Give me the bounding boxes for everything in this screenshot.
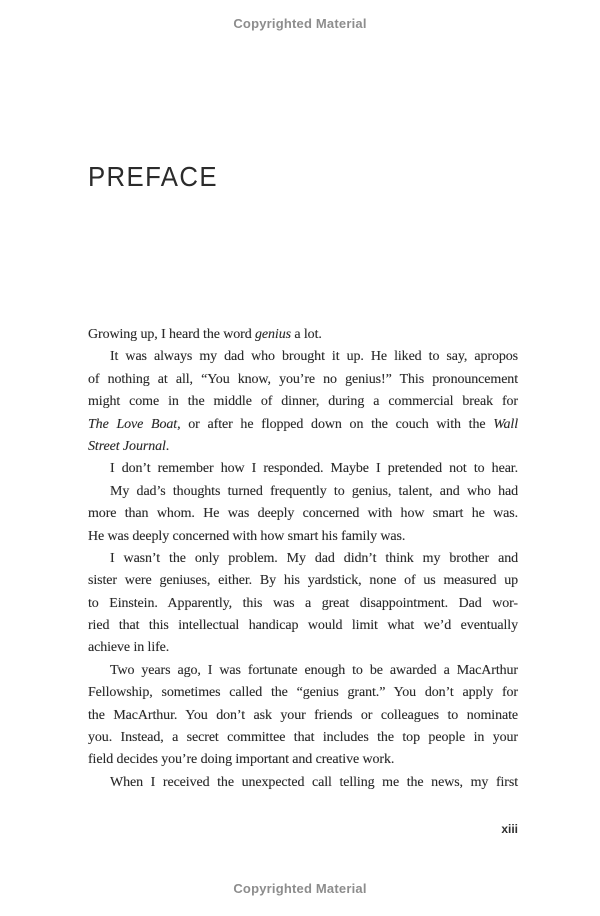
copyright-notice-top: Copyrighted Material [233,16,367,31]
text-line: Fellowship, sometimes called the “genius grant.” You don’t apply for [88,685,518,701]
text-line: I don’t remember how I responded. Maybe I pretended not to hear. [110,461,518,477]
text-line: you. Instead, a secret committee that includes the top people in your [88,730,518,746]
text-line: The Love Boat, or after he flopped down on the couch with the Wall [88,416,518,432]
chapter-heading: PREFACE [88,161,218,192]
page-number: xiii [501,822,518,836]
text-line: My dad’s thoughts turned frequently to genius, talent, and who had [110,483,518,499]
text-line: sister were geniuses, either. By his yardstick, none of us measured up [88,573,518,589]
text-line: of nothing at all, “You know, you’re no genius!” This pronouncement [88,371,518,387]
copyright-notice-bottom: Copyrighted Material [233,881,367,896]
text-line: He was deeply concerned with how smart his family was. [88,528,406,544]
text-line: ried that this intellectual handicap would limit what we’d eventually [88,618,518,634]
body-text-block [88,324,518,794]
text-line: It was always my dad who brought it up. He liked to say, apropos [110,349,518,365]
text-line: I wasn’t the only problem. My dad didn’t think my brother and [110,550,518,566]
text-line: Two years ago, I was fortunate enough to be awarded a MacArthur [110,662,518,678]
text-line: the MacArthur. You don’t ask your friends or colleagues to nominate [88,707,518,723]
text-line: Growing up, I heard the word genius a lot. [88,327,322,342]
text-line: Street Journal. [88,438,170,454]
text-line: field decides you’re doing important and creative work. [88,752,395,768]
text-line: to Einstein. Apparently, this was a great disappointment. Dad wor- [88,595,518,611]
text-line: might come in the middle of dinner, during a commercial break for [88,394,518,410]
text-line: achieve in life. [88,640,170,656]
text-line: more than whom. He was deeply concerned with how smart he was. [88,506,518,522]
text-line: When I received the unexpected call telling me the news, my first [110,774,518,790]
